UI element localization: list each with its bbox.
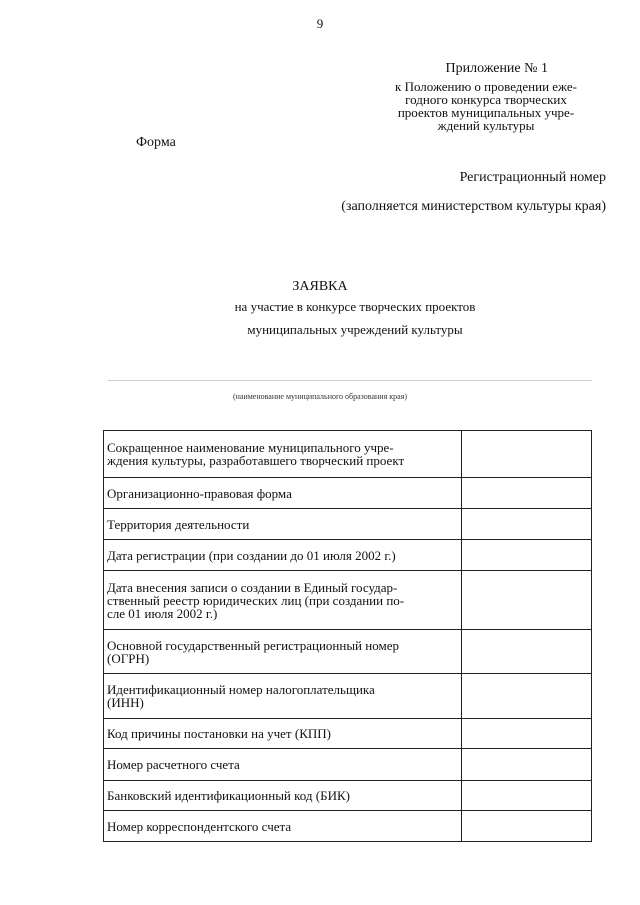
table-row [104,571,592,630]
field-value-cell[interactable] [462,540,592,571]
field-value-cell[interactable] [462,749,592,781]
table-row [104,674,592,719]
field-label [104,571,462,630]
registration-note: (заполняется министерством культуры края) [341,199,606,214]
field-label-line: Номер расчетного счета [107,757,240,772]
field-label-line: ственный реестр юридических лиц (при создании по- [107,592,405,608]
table-row [104,811,592,842]
table-row [104,749,592,781]
field-value-cell[interactable] [462,571,592,630]
field-label-line: Код причины постановки на учет (КПП) [107,726,331,741]
field-value-cell[interactable] [462,630,592,674]
field-value-cell[interactable] [462,781,592,811]
field-value-cell[interactable] [462,719,592,749]
application-heading: ЗАЯВКА [292,279,348,294]
field-label-line: Идентификационный номер налогоплательщика [107,682,375,697]
field-label [104,630,462,674]
field-label [104,540,462,571]
field-label-line: Организационно-правовая форма [107,485,292,501]
appendix-line: проектов муниципальных учре- [397,105,575,120]
field-label-line: ждения культуры, разработавшего творческий проект [107,453,405,468]
municipality-caption: (наименование муниципального образования края) [232,392,408,401]
field-label [104,509,462,540]
application-form-table [103,430,592,842]
field-label-line: Банковский идентификационный код (БИК) [107,788,350,803]
table-row [104,478,592,509]
field-value-cell[interactable] [462,478,592,509]
table-row [104,719,592,749]
page-number: 9 [316,16,324,31]
field-label-line: Дата регистрации (при создании до 01 июля 2002 г.) [107,547,396,563]
field-label-line: Территория деятельности [107,516,250,532]
field-label-line: сле 01 июля 2002 г.) [107,605,218,621]
field-label [104,674,462,719]
table-row [104,540,592,571]
field-label-line: Основной государственный регистрационный номер [107,637,399,653]
appendix-text [372,80,600,132]
municipality-name-line[interactable] [108,380,592,381]
table-row [104,781,592,811]
appendix-line: к Положению о проведении еже- [395,79,577,94]
field-label [104,811,462,842]
field-value-cell[interactable] [462,431,592,478]
appendix-line: ждений культуры [437,118,535,133]
registration-number-label: Регистрационный номер [459,170,606,185]
field-label-line: Номер корреспондентского счета [107,818,292,834]
field-value-cell[interactable] [462,509,592,540]
field-label-line: (ОГРН) [107,650,150,666]
application-subheading: муниципальных учреждений культуры [247,322,463,337]
field-label [104,781,462,811]
appendix-line: годного конкурса творческих [405,92,567,107]
form-label: Форма [136,135,176,150]
appendix-title: Приложение № 1 [445,61,548,76]
field-label [104,749,462,781]
field-value-cell[interactable] [462,811,592,842]
field-label [104,719,462,749]
field-label-line: Дата внесения записи о создании в Единый государ- [107,579,398,595]
table-row [104,509,592,540]
table-row [104,431,592,478]
field-label [104,478,462,509]
application-subheading: на участие в конкурсе творческих проектов [234,299,476,314]
table-row [104,630,592,674]
field-value-cell[interactable] [462,674,592,719]
field-label [104,431,462,478]
field-label-line: Сокращенное наименование муниципального учре- [107,440,394,455]
field-label-line: (ИНН) [107,695,144,710]
